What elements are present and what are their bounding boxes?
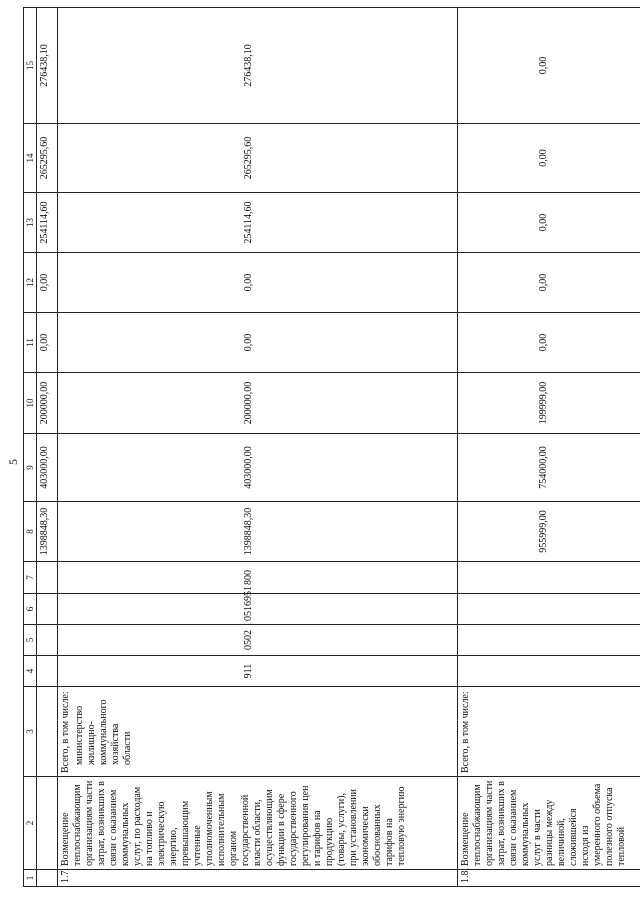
cell-c10: 199999,00: [458, 373, 640, 434]
cell-c4: 911: [58, 656, 458, 687]
cell-c14: 265295,60: [58, 124, 458, 193]
cell-c9: 403000,00: [58, 434, 458, 502]
col-num-3: 3: [24, 687, 37, 777]
col-num-7: 7: [24, 562, 37, 594]
col-num-1: 1: [24, 870, 37, 887]
row-scope: [458, 687, 640, 777]
col-num-11: 11: [24, 313, 37, 373]
cell-c13: 254114,60: [58, 193, 458, 253]
col-num-4: 4: [24, 656, 37, 687]
row-description: Возмещение теплоснабжающим организациям части затрат, возникших в связи с оказанием коммунальных услуг в части разницы между величиной, сложившейся исходя из умеренного объема полезного отпуска тепловой: [458, 777, 640, 870]
row-number: 1.7.: [58, 870, 458, 887]
total-c15: 276438,10: [37, 8, 58, 124]
cell-c14: 0,00: [458, 124, 640, 193]
header-totals-row: [37, 8, 58, 887]
col-num-8: 8: [24, 502, 37, 562]
col-num-5: 5: [24, 625, 37, 656]
cell-c7: [458, 562, 640, 594]
table-cell: [37, 870, 58, 887]
table-row: [458, 8, 640, 887]
row-description: Возмещение теплоснабжающим организациям части затрат, возникших в связи с оказанием коммунальных услуг, по расходам на топливо и электрическую энергию, превышающим учтенные уполномоченным исполнительным органом государственной власти области, осуществляющим функции в сфере государственного регулирования цен и тарифов на продукцию (товары, услуги), при установлении экономически обоснованных тарифов на тепловую энергию: [58, 777, 458, 870]
col-num-10: 10: [24, 373, 37, 434]
cell-c11: 0,00: [58, 313, 458, 373]
table-cell: [37, 625, 58, 656]
cell-c5: [458, 625, 640, 656]
total-c10: 200000,00: [37, 373, 58, 434]
row-scope: [58, 687, 458, 777]
column-number-row: [24, 8, 37, 887]
table-row: [58, 8, 458, 887]
cell-c13: 0,00: [458, 193, 640, 253]
table-cell: [37, 687, 58, 777]
total-c9: 403000,00: [37, 434, 58, 502]
cell-c8: 955999,00: [458, 502, 640, 562]
scope-label: Всего, в том числе:: [60, 691, 71, 773]
cell-c11: 0,00: [458, 313, 640, 373]
table-cell: [37, 777, 58, 870]
total-c11: 0,00: [37, 313, 58, 373]
total-c8: 1398848,30: [37, 502, 58, 562]
budget-table: [23, 7, 640, 887]
table-cell: [37, 594, 58, 625]
col-num-15: 15: [24, 8, 37, 124]
scope-ministry: министерство жилищно-коммунального хозяйства области: [74, 699, 133, 765]
cell-c5: 0502: [58, 625, 458, 656]
cell-c8: 1398848,30: [58, 502, 458, 562]
total-c14: 265295,60: [37, 124, 58, 193]
page-number: 5: [6, 459, 20, 465]
cell-c7: 800: [58, 562, 458, 594]
total-c12: 0,00: [37, 253, 58, 313]
cell-c6: [458, 594, 640, 625]
col-num-6: 6: [24, 594, 37, 625]
col-num-14: 14: [24, 124, 37, 193]
col-num-13: 13: [24, 193, 37, 253]
cell-c10: 200000,00: [58, 373, 458, 434]
scope-label: Всего, в том числе:: [460, 691, 471, 773]
col-num-2: 2: [24, 777, 37, 870]
col-num-12: 12: [24, 253, 37, 313]
cell-c6: 0516951: [58, 594, 458, 625]
row-number: 1.8.: [458, 870, 640, 887]
cell-c15: 276438,10: [58, 8, 458, 124]
table-cell: [37, 656, 58, 687]
cell-c9: 754000,00: [458, 434, 640, 502]
cell-c12: 0,00: [58, 253, 458, 313]
cell-c12: 0,00: [458, 253, 640, 313]
cell-c15: 0,00: [458, 8, 640, 124]
col-num-9: 9: [24, 434, 37, 502]
table-cell: [37, 562, 58, 594]
total-c13: 254114,60: [37, 193, 58, 253]
cell-c4: [458, 656, 640, 687]
